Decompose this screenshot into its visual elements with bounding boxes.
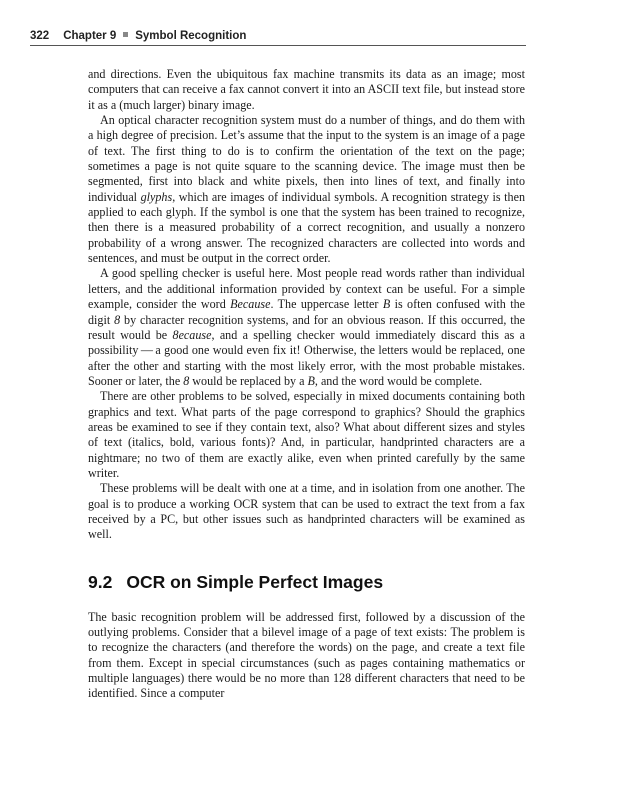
text-run: There are other problems to be solved, especially in mixed documents containing both graphics and text. What parts of the page correspond to graphics? Should the graphics areas be examined to see if they contain text, also? What about different sizes and styles of text (italics, bold, various fonts)? And, in particular, handprinted characters are a nightmare; no two of them are exactly alike, even when printed carefully by the same writer. — [88, 389, 525, 480]
section-number: 9.2 — [88, 571, 113, 592]
text-run: , and the word would be complete. — [314, 373, 483, 388]
italic-letter-b: B — [382, 297, 391, 312]
italic-letter-b: B — [307, 373, 315, 388]
running-head — [30, 28, 526, 46]
section-title: OCR on Simple Perfect Images — [126, 571, 384, 592]
text-run: would be replaced by a — [189, 373, 308, 388]
text-run: These problems will be dealt with one at a time, and in isolation from one another. The goal is to produce a working OCR system that can be used to extract the text from a fax received by a PC, but other issues such as handprinted characters will be examined as well. — [88, 481, 525, 542]
text-run: , which are images of individual symbols. A recognition strategy is then applied to each glyph. If the symbol is one that the system has been trained to recognize, then there is a measured probability of a correct recognition, and usually a nonzero probability of a wrong answer. The recognized characters are collected into words and sentences, and must be output in the correct order. — [88, 189, 525, 266]
separator-square-icon — [123, 32, 128, 37]
italic-term-glyphs: glyphs — [140, 189, 173, 204]
italic-digit-8: 8 — [114, 312, 121, 327]
chapter-title: Symbol Recognition — [135, 30, 247, 42]
paragraph-2 — [88, 113, 525, 266]
text-run: , and a spelling checker would immediately discard this as a possibility — a good one would even fix it! Otherwise, the letters would be replaced, one after the other and starting with the most likely error, with the most probable mistakes. Sooner or later, the — [88, 327, 526, 388]
paragraph-1 — [88, 67, 525, 113]
text-run: An optical character recognition system must do a number of things, and do them with a high degree of precision. Let’s assume that the input to the system is an image of a page of text. The first thing to do is to confirm the orientation of the text on the page; sometimes a page is not quite square to the scanning device. The image must then be segmented, first into black and white pixels, then into lines of text, and finally into individual — [88, 113, 525, 204]
text-run: . The uppercase letter — [270, 297, 383, 312]
section-paragraph-1 — [88, 610, 525, 702]
italic-digit-8: 8 — [183, 373, 190, 388]
italic-word-because: Because — [230, 297, 271, 312]
italic-word-8ecause: 8ecause — [172, 327, 212, 342]
text-run: is often confused with the digit — [88, 297, 526, 327]
paragraph-3 — [88, 266, 525, 389]
text-run: The basic recognition problem will be addressed first, followed by a discussion of the outlying problems. Consider that a bilevel image of a page of text exists: The problem is to recognize the characters (and therefore the words) on the page, and create a text file from them. Except in special circumstances (such as pages containing mathematics or multiple languages) there would be no more than 128 different characters that need to be identified. Since a computer — [88, 609, 525, 701]
section-heading — [88, 571, 525, 593]
page-number: 322 — [30, 30, 50, 42]
text-run: and directions. Even the ubiquitous fax machine transmits its data as an image; most computers that can receive a fax cannot convert it into an ASCII text file, but instead store it as a (much larger) binary image. — [88, 67, 525, 112]
chapter-label: Chapter 9 — [63, 30, 117, 42]
text-run: by character recognition systems, and for an obvious reason. If this occurred, the result would be — [88, 312, 526, 342]
paragraph-4 — [88, 389, 525, 481]
body-text — [88, 67, 525, 702]
paragraph-5 — [88, 481, 525, 542]
text-run: A good spelling checker is useful here. Most people read words rather than individual letters, and the additional information provided by context can be useful. For a simple example, consider the word — [88, 266, 525, 312]
